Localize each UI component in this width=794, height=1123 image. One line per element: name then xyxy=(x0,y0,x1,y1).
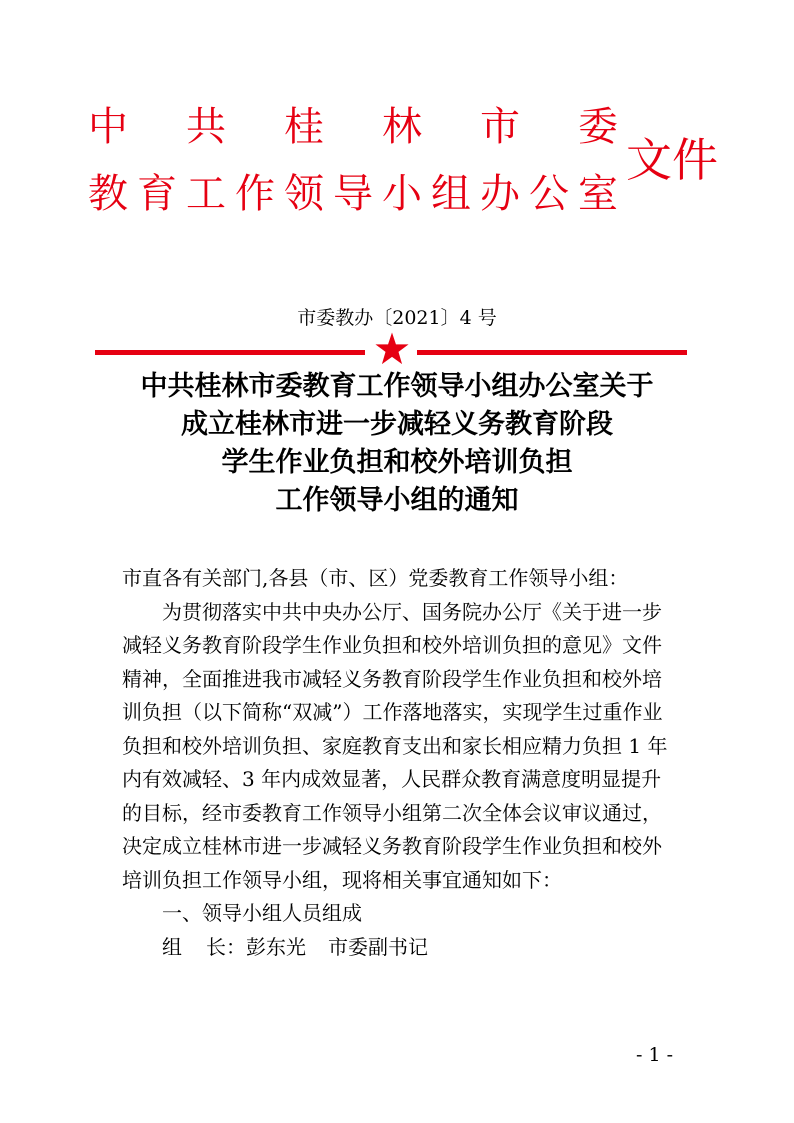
title-line: 工作领导小组的通知 xyxy=(275,485,519,516)
org-char: 导 xyxy=(333,171,373,217)
title-line: 成立桂林市进一步减轻义务教育阶段 xyxy=(181,409,613,440)
org-char: 共 xyxy=(186,104,226,150)
red-star-icon xyxy=(374,331,410,367)
red-separator-left xyxy=(95,350,365,355)
document-body xyxy=(122,562,677,964)
org-char: 室 xyxy=(578,171,618,217)
member-row xyxy=(162,931,677,965)
org-char: 领 xyxy=(284,171,324,217)
org-char: 教 xyxy=(88,171,128,217)
document-number: 市委教办〔2021〕4 号 xyxy=(297,307,497,329)
org-char: 组 xyxy=(431,171,471,217)
member-role-char: 长： xyxy=(206,934,246,959)
org-char: 工 xyxy=(186,171,226,217)
org-char: 小 xyxy=(382,171,422,217)
salutation: 市直各有关部门,各县（市、区）党委教育工作领导小组： xyxy=(122,566,629,590)
org-char: 公 xyxy=(529,171,569,217)
org-char: 桂 xyxy=(284,104,324,150)
section-heading: 一、领导小组人员组成 xyxy=(162,901,362,925)
org-char: 作 xyxy=(235,171,275,217)
org-char: 委 xyxy=(578,104,618,150)
red-separator-right xyxy=(417,350,687,355)
member-name: 彭东光 xyxy=(246,934,306,959)
issuing-org-line-1 xyxy=(88,103,618,151)
page-number: - 1 - xyxy=(636,1044,674,1066)
title-line: 中共桂林市委教育工作领导小组办公室关于 xyxy=(140,371,654,402)
document-title xyxy=(0,368,794,520)
document-type-label: 文件 xyxy=(626,133,718,187)
org-char: 林 xyxy=(382,104,422,150)
member-role-char: 组 xyxy=(162,934,182,959)
body-paragraph: 为贯彻落实中共中央办公厅、国务院办公厅《关于进一步减轻义务教育阶段学生作业负担和校外培训负担的意见》文件精神，全面推进我市减轻义务教育阶段学生作业负担和校外培训负担（以下简称“双减”）工作落地落实，实现学生过重作业负担和校外培训负担、家庭教育支出和家长相应精力负担 1 年内有效减轻、3 年内成效显著，人民群众教育满意度明显提升的目标，经市委教育工作领导小组第二次全体会议审议通过，决定成立桂林市进一步减轻义务教育阶段学生作业负担和校外培训负担工作领导小组，现将相关事宜通知如下： xyxy=(122,599,668,892)
org-char: 育 xyxy=(137,171,177,217)
org-char: 市 xyxy=(480,104,520,150)
member-position: 市委副书记 xyxy=(328,934,428,959)
org-char: 办 xyxy=(480,171,520,217)
issuing-org-line-2 xyxy=(88,170,618,218)
org-char: 中 xyxy=(88,104,128,150)
title-line: 学生作业负担和校外培训负担 xyxy=(221,447,573,478)
